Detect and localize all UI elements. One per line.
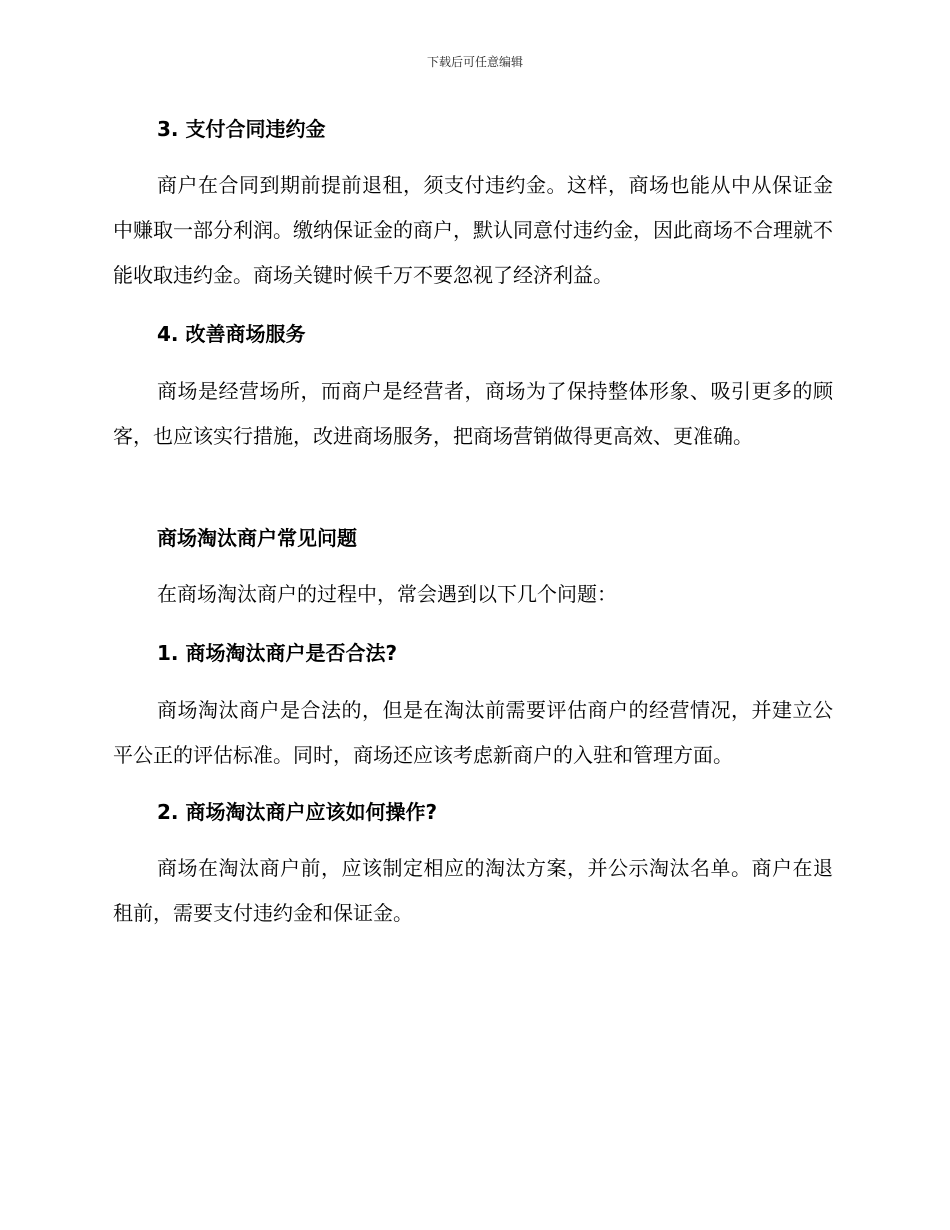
page-header: 下载后可任意编辑 <box>426 55 523 69</box>
section-paragraph-common-questions: 在商场淘汰商户的过程中，常会遇到以下几个问题： <box>157 582 617 606</box>
section-paragraph-breach-penalty: 商户在合同到期前提前退租，须支付违约金。这样，商场也能从中从保证金中赚取一部分利润。缴纳保证金的商户，默认同意付违约金，因此商场不合理就不能收取违约金。商场关键时候千万不要忽视了经济利益。 <box>113 173 833 287</box>
section-heading-legality: 1. 商场淘汰商户是否合法? <box>157 641 398 665</box>
section-paragraph-improve-service: 商场是经营场所，而商户是经营者，商场为了保持整体形象、吸引更多的顾客，也应该实行措施，改进商场服务，把商场营销做得更高效、更准确。 <box>113 379 833 448</box>
section-heading-breach-penalty: 3. 支付合同违约金 <box>157 117 326 141</box>
section-paragraph-legality: 商场淘汰商户是合法的，但是在淘汰前需要评估商户的经营情况，并建立公平公正的评估标准。同时，商场还应该考虑新商户的入驻和管理方面。 <box>113 698 833 767</box>
section-heading-operation: 2. 商场淘汰商户应该如何操作? <box>157 800 438 824</box>
section-heading-improve-service: 4. 改善商场服务 <box>157 322 306 346</box>
section-paragraph-operation: 商场在淘汰商户前，应该制定相应的淘汰方案，并公示淘汰名单。商户在退租前，需要支付违约金和保证金。 <box>113 856 833 925</box>
section-heading-common-questions: 商场淘汰商户常见问题 <box>157 526 357 550</box>
